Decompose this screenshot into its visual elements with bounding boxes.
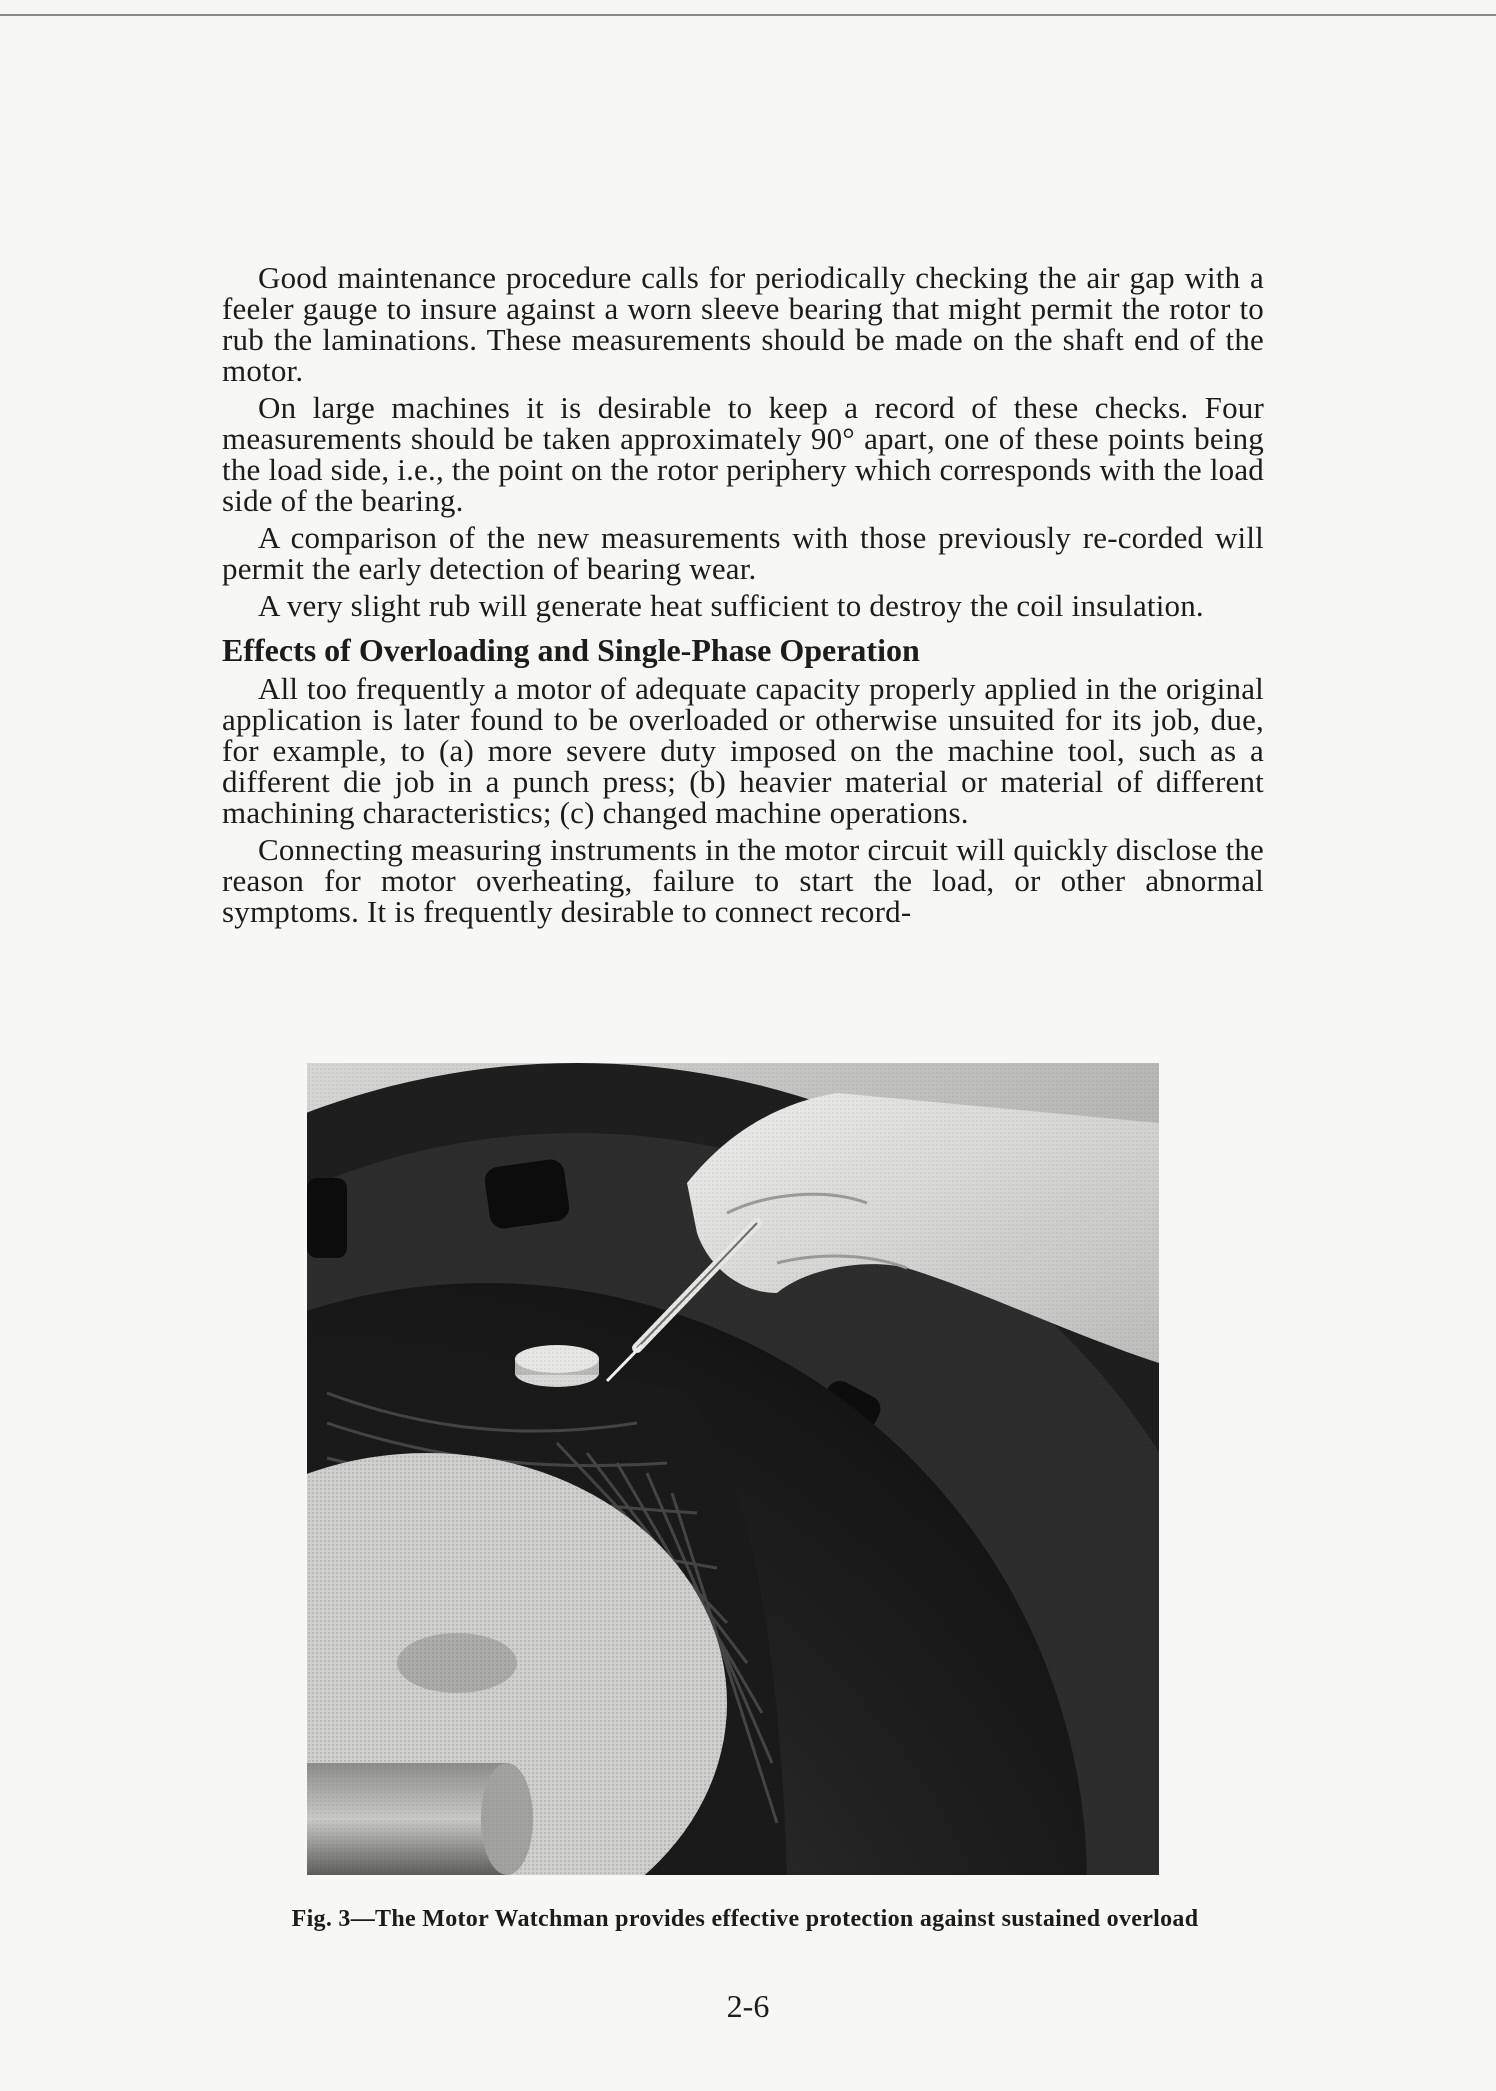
paragraph-overloading: All too frequently a motor of adequate capacity properly applied in the original application is later found to be overloaded or otherwise unsuited for its job, due, for example, to (a) more severe duty imposed on the machine tool, such as a different die job in a punch press; (b) heavier material or material of different machining characteristics; (c) changed machine operations. <box>222 671 1264 830</box>
page-number: 2-6 <box>726 1988 770 2024</box>
body-text <box>222 262 1264 933</box>
figure-caption: Fig. 3—The Motor Watchman provides effective protection against sustained overload <box>291 1906 1199 1932</box>
paragraph-air-gap: Good maintenance procedure calls for periodically checking the air gap with a feeler gauge to insure against a worn sleeve bearing that might permit the rotor to rub the laminations. These measurements should be made on the shaft end of the motor. <box>222 260 1264 388</box>
paragraph-slight-rub: A very slight rub will generate heat sufficient to destroy the coil insulation. <box>258 588 1204 623</box>
motor-photo-illustration <box>307 1063 1159 1875</box>
section-heading: Effects of Overloading and Single-Phase Operation <box>222 632 920 668</box>
paragraph-record-checks: On large machines it is desirable to keep a record of these checks. Four measurements should be taken approximately 90° apart, one of these points being the load side, i.e., the point on the rotor periphery which corresponds with the load side of the bearing. <box>222 390 1264 518</box>
paragraph-measuring-instruments: Connecting measuring instruments in the motor circuit will quickly disclose the reason for motor overheating, failure to start the load, or other abnormal symptoms. It is frequently desirable to connect record- <box>222 832 1264 929</box>
paragraph-comparison: A comparison of the new measurements with those previously re-corded will permit the early detection of bearing wear. <box>222 520 1264 586</box>
figure-photo-motor-watchman <box>307 1063 1159 1875</box>
